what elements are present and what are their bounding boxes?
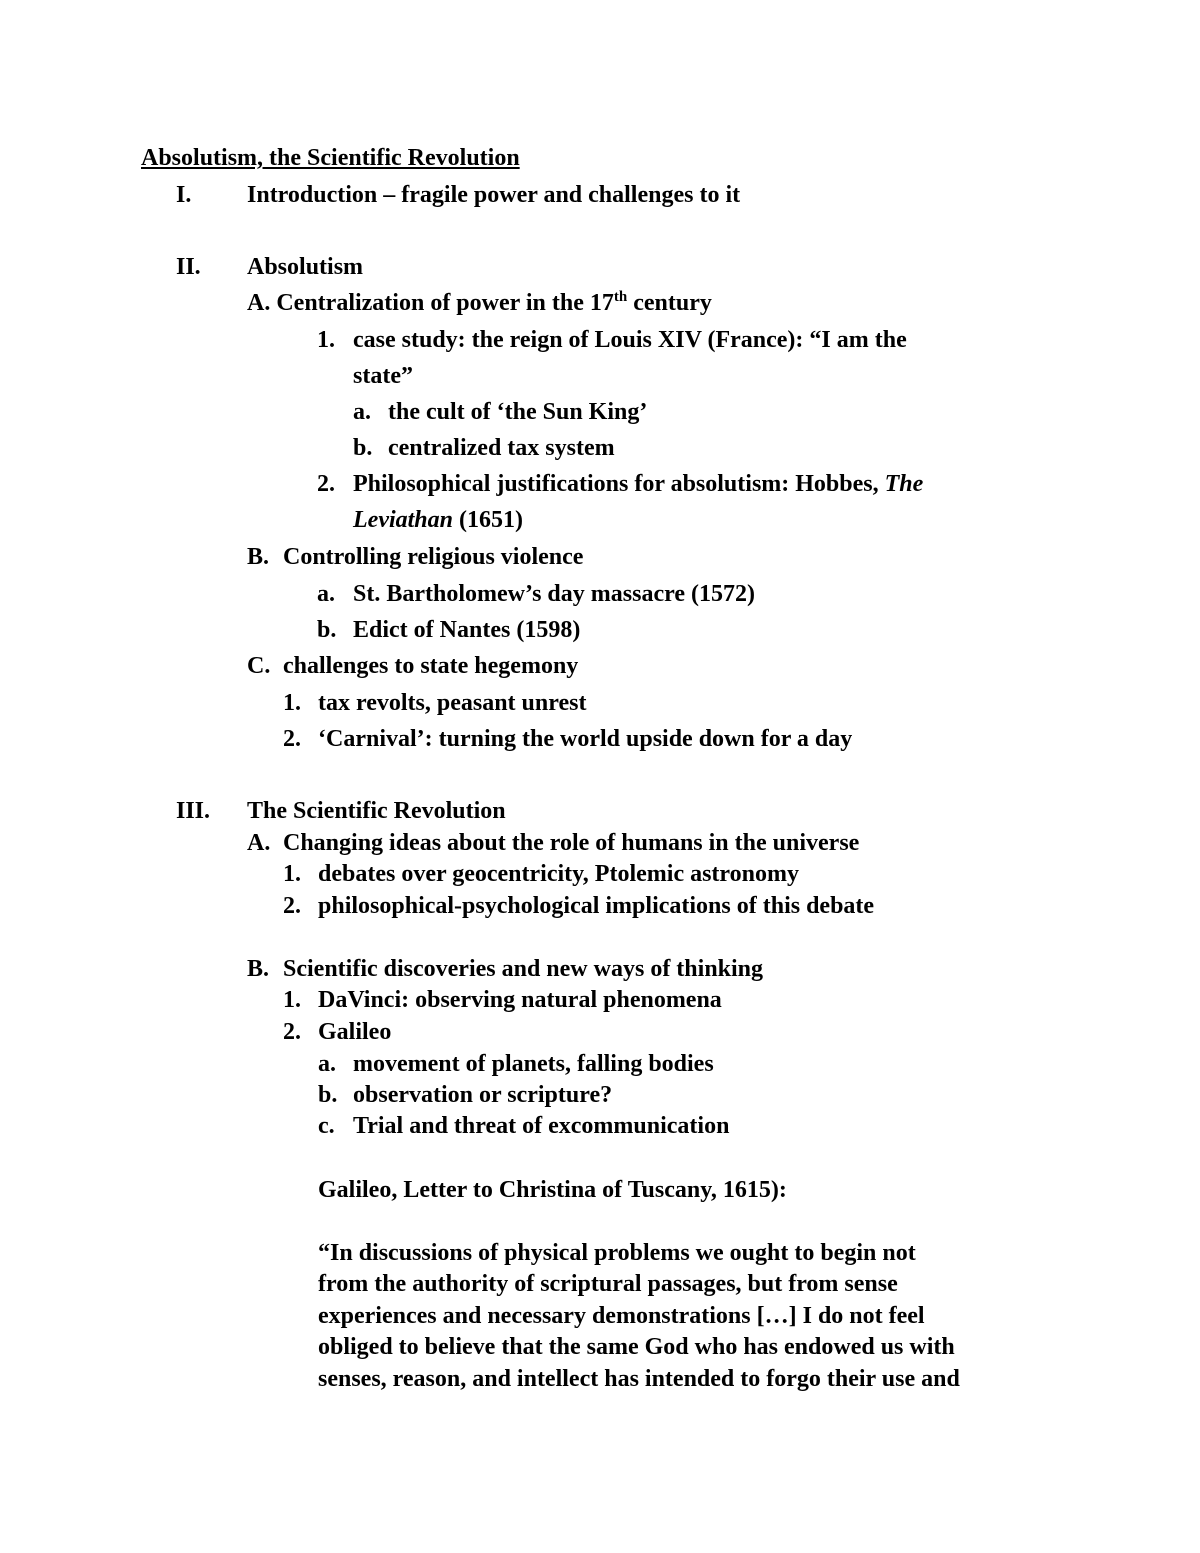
- section-numeral-i: I.: [176, 182, 192, 208]
- outline-label-changing-ideas: A.: [247, 830, 271, 856]
- outline-label-galileo: 2.: [283, 1019, 301, 1045]
- quote-line: experiences and necessary demonstrations […] I do not feel: [318, 1303, 925, 1329]
- outline-label-sun-king: a.: [353, 399, 371, 425]
- outline-item-observation: observation or scripture?: [353, 1082, 613, 1108]
- ordinal-superscript: th: [613, 289, 628, 305]
- outline-label-implications: 2.: [283, 893, 301, 919]
- outline-item-davinci: DaVinci: observing natural phenomena: [318, 987, 722, 1013]
- outline-item-changing-ideas: Changing ideas about the role of humans in the universe: [283, 830, 860, 856]
- section-heading-scientific-revolution: The Scientific Revolution: [247, 798, 506, 824]
- outline-text: Centralization of power in the 17: [276, 290, 614, 316]
- quote-line: obliged to believe that the same God who has endowed us with: [318, 1334, 955, 1360]
- outline-label-planets: a.: [318, 1051, 336, 1077]
- outline-item-nantes: Edict of Nantes (1598): [353, 617, 581, 643]
- outline-label-tax-system: b.: [353, 435, 373, 461]
- quote-line: senses, reason, and intellect has intended to forgo their use and: [318, 1366, 960, 1392]
- quote-line: “In discussions of physical problems we ought to begin not: [318, 1240, 916, 1266]
- outline-label-trial: c.: [318, 1113, 335, 1139]
- outline-label-tax-revolts: 1.: [283, 690, 301, 716]
- outline-item-galileo: Galileo: [318, 1019, 392, 1045]
- outline-item-sun-king: the cult of ‘the Sun King’: [388, 399, 648, 425]
- outline-item-trial: Trial and threat of excommunication: [353, 1113, 730, 1139]
- book-title-italic: The: [884, 471, 924, 497]
- outline-item-hegemony: challenges to state hegemony: [283, 653, 579, 679]
- outline-label-hegemony: C.: [247, 653, 271, 679]
- outline-label-davinci: 1.: [283, 987, 301, 1013]
- document-title: Absolutism, the Scientific Revolution: [141, 145, 520, 171]
- section-heading-absolutism: Absolutism: [247, 254, 364, 280]
- outline-item-geocentricity: debates over geocentricity, Ptolemic astronomy: [318, 861, 799, 887]
- outline-item-implications: philosophical-psychological implications of this debate: [318, 893, 875, 919]
- outline-item-discoveries: Scientific discoveries and new ways of thinking: [283, 956, 764, 982]
- section-numeral-ii: II.: [176, 254, 201, 280]
- outline-label-hobbes: 2.: [317, 471, 335, 497]
- outline-label-discoveries: B.: [247, 956, 270, 982]
- outline-item-tax-system: centralized tax system: [388, 435, 615, 461]
- outline-text-continued: century: [627, 290, 712, 316]
- outline-label-geocentricity: 1.: [283, 861, 301, 887]
- outline-item-tax-revolts: tax revolts, peasant unrest: [318, 690, 587, 716]
- outline-item-planets: movement of planets, falling bodies: [353, 1051, 714, 1077]
- outline-label-religious-violence: B.: [247, 544, 270, 570]
- outline-item-centralization: [247, 288, 712, 318]
- quote-citation: Galileo, Letter to Christina of Tuscany, 1615):: [318, 1177, 787, 1203]
- outline-label-nantes: b.: [317, 617, 337, 643]
- outline-label-bartholomew: a.: [317, 581, 335, 607]
- outline-item-religious-violence: Controlling religious violence: [283, 544, 584, 570]
- outline-item-hobbes-continued: [353, 505, 523, 535]
- quote-line: from the authority of scriptural passages, but from sense: [318, 1271, 898, 1297]
- outline-label: A.: [247, 290, 271, 316]
- outline-item-carnival: ‘Carnival’: turning the world upside down for a day: [318, 726, 853, 752]
- outline-item-louis-xiv-continued: state”: [353, 363, 413, 389]
- book-title-italic: Leviathan: [353, 507, 453, 533]
- outline-label-observation: b.: [318, 1082, 338, 1108]
- section-heading-introduction: Introduction – fragile power and challenges to it: [247, 182, 741, 208]
- outline-label-louis: 1.: [317, 327, 335, 353]
- outline-item-bartholomew: St. Bartholomew’s day massacre (1572): [353, 581, 755, 607]
- outline-item-hobbes: [353, 469, 923, 499]
- outline-text: Philosophical justifications for absolutism: Hobbes,: [353, 471, 885, 497]
- outline-item-louis-xiv: case study: the reign of Louis XIV (France): “I am the: [353, 327, 907, 353]
- outline-text: (1651): [453, 507, 523, 533]
- section-numeral-iii: III.: [176, 798, 211, 824]
- outline-label-carnival: 2.: [283, 726, 301, 752]
